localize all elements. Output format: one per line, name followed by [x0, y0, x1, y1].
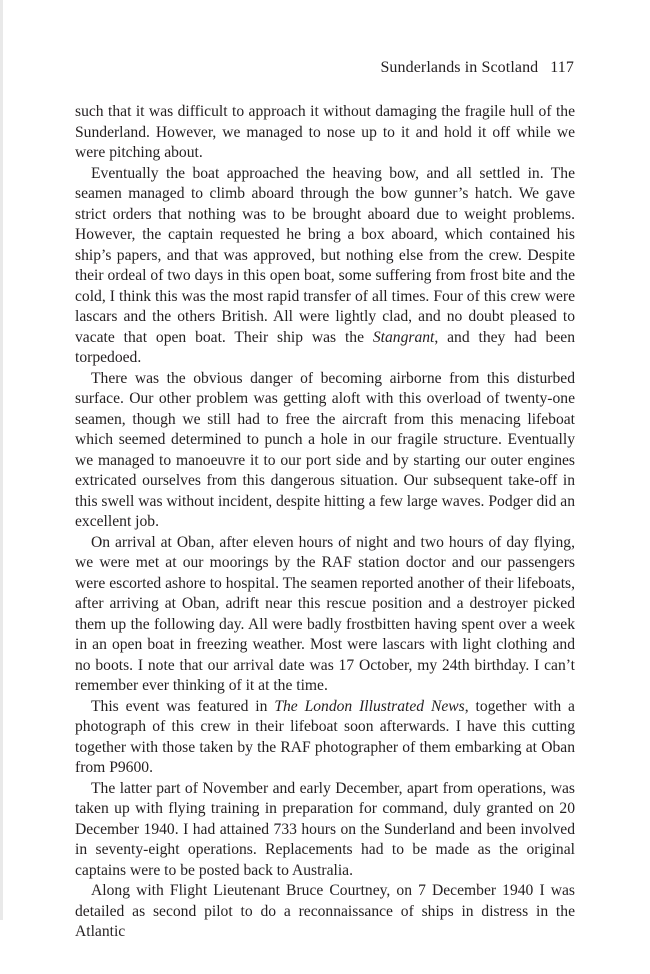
paragraph-boat-transfer	[75, 164, 575, 369]
running-title: Sunderlands in Scotland	[380, 59, 539, 76]
body-text	[75, 102, 575, 943]
ship-name: Stangrant	[372, 328, 435, 346]
paragraph-reconnaissance: Along with Flight Lieutenant Bruce Courtney, on 7 December 1940 I was detailed as second pilot to do a reconnaissance of ships in distress in the Atlantic	[75, 882, 575, 940]
page-edge-shadow	[0, 0, 3, 920]
page-number: 117	[550, 59, 574, 76]
paragraph-press-coverage	[75, 697, 575, 779]
paragraph-arrival-oban: On arrival at Oban, after eleven hours of night and two hours of day flying, we were met at our moorings by the RAF station doctor and our passengers were escorted ashore to hospital. The seamen reported another of their lifeboats, after arriving at Oban, adrift near this rescue position and a destroyer picked them up the following day. All were badly frostbitten having spent over a week in an open boat in freezing weather. Most were lascars with light clothing and no boots. I note that our arrival date was 17 October, my 24th birthday. I can’t remember ever thinking of it at the time.	[75, 533, 575, 694]
running-header	[380, 58, 574, 78]
paragraph-takeoff: There was the obvious danger of becoming airborne from this disturbed surface. Our other problem was getting aloft with this overload of twenty-one seamen, though we still had to free the aircraft from this menacing lifeboat which seemed determined to punch a hole in our fragile structure. Eventually we managed to manoeuvre it to our port side and by starting our outer engines extricated ourselves from this dangerous situation. Our subsequent take-off in this swell was without incident, despite hitting a few large waves. Podger did an excellent job.	[75, 369, 575, 530]
paragraph-text: Eventually the boat approached the heaving bow, and all settled in. The seamen managed to climb aboard through the bow gunner’s hatch. We gave strict orders that nothing was to be brought aboard due to weight problems. However, the captain requested he bring a box aboard, which contained his ship’s papers, and that was approved, but nothing else from the crew. Despite their ordeal of two days in this open boat, some suffering from frost bite and the cold, I think this was the most rapid transfer of all times. Four of this crew were lascars and the others British. All were lightly clad, and no doubt pleased to vacate that open boat. Their ship was the	[75, 164, 575, 346]
paragraph-command-training: The latter part of November and early December, apart from operations, was taken up with flying training in preparation for command, duly granted on 20 December 1940. I had attained 733 hours on the Sunderland and been involved in seventy-eight operations. Replacements had to be made as the original captains were to be posted back to Australia.	[75, 779, 575, 879]
paragraph-text: , together with a photograph of this crew in their lifeboat soon afterwards. I have this cutting together with those taken by the RAF photographer of them embarking at Oban from P9600.	[75, 697, 575, 776]
paragraph-text: , and they had been torpedoed.	[75, 328, 575, 366]
paragraph-text: This event was featured in	[91, 697, 275, 715]
publication-title: The London Illustrated News	[274, 697, 465, 715]
paragraph-continued: such that it was difficult to approach it without damaging the fragile hull of the Sunderland. However, we managed to nose up to it and hold it off while we were pitching about.	[75, 103, 575, 161]
